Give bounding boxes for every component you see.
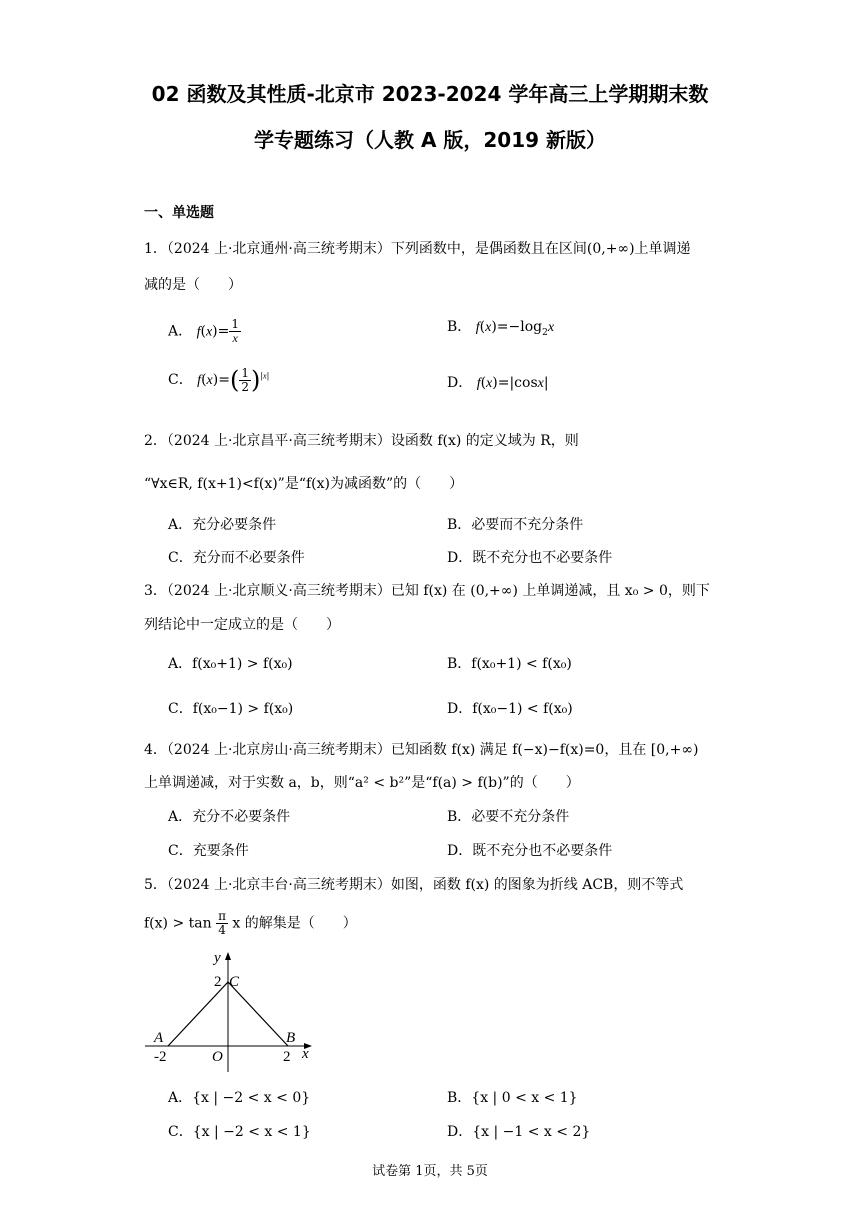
document-title-line2: 学专题练习（人教 A 版，2019 新版）: [253, 128, 607, 152]
y-axis-arrow-icon: [225, 952, 231, 960]
q1-stem-line2: 减的是（ ）: [144, 277, 242, 293]
q4-stem-line2: 上单调递减，对于实数 a，b，则“a² < b²”是“f(a) > f(b)”的（ ）: [144, 775, 580, 791]
q4-stem-line1: 4．（2024 上·北京房山·高三统考期末）已知函数 f(x) 满足 f(−x)−f(x)=0，且在 [0,+∞): [144, 742, 699, 758]
q3-stem-line1: 3．（2024 上·北京顺义·高三统考期末）已知 f(x) 在 (0,+∞) 上单调递减，且 x₀ > 0，则下: [144, 583, 710, 599]
section-heading: 一、单选题: [144, 205, 214, 221]
q5-option-d: D．{x | −1 < x < 2}: [447, 1124, 591, 1140]
q3-option-a: A．f(x₀+1) > f(x₀): [168, 656, 293, 672]
q1-option-a: A． f(x)= $\frac{1}{x}$: [168, 317, 239, 345]
page-footer: 试卷第 1页，共 5页: [372, 1164, 488, 1179]
q2-option-c: C．充分而不必要条件: [168, 550, 305, 566]
q1-option-c: C． f(x)=( $\frac{1}{2}$ )$^{|x|}$: [168, 365, 270, 394]
q1-stem-line1: 1．（2024 上·北京通州·高三统考期末）下列函数中，是偶函数且在区间(0,+∞)上单调递: [144, 241, 691, 257]
point-b-label: B: [286, 1030, 296, 1046]
q5-option-b: B．{x | 0 < x < 1}: [447, 1090, 578, 1106]
q5-stem-line1: 5．（2024 上·北京丰台·高三统考期末）如图，函数 f(x) 的图象为折线 ACB，则不等式: [144, 877, 684, 893]
point-c-label: C: [229, 974, 240, 990]
function-graph: [140, 944, 330, 1074]
q2-stem-line1: 2．（2024 上·北京昌平·高三统考期末）设函数 f(x) 的定义域为 R，则: [144, 433, 579, 449]
q1-option-b: B． $f(x)=-\log_2x$: [447, 319, 555, 338]
q3-option-d: D．f(x₀−1) < f(x₀): [447, 701, 573, 717]
q3-stem-line2: 列结论中一定成立的是（ ）: [144, 617, 340, 633]
document-title-line1: 02 函数及其性质-北京市 2023-2024 学年高三上学期期末数: [151, 82, 709, 106]
tick-label-2-y: 2: [214, 974, 222, 990]
q2-option-d: D．既不充分也不必要条件: [447, 550, 613, 566]
q3-option-b: B．f(x₀+1) < f(x₀): [447, 656, 572, 672]
q2-option-b: B．必要而不充分条件: [447, 517, 584, 533]
q3-option-c: C．f(x₀−1) > f(x₀): [168, 701, 294, 717]
origin-label: O: [212, 1049, 223, 1065]
q1-option-d: D． f(x)=|cosx|: [447, 375, 549, 391]
q4-option-b: B．必要不充分条件: [447, 809, 570, 825]
q5-stem-line2: f(x) > tan $\frac{\pi}{4}$ x 的解集是（ ）: [144, 909, 357, 937]
q2-option-a: A．充分必要条件: [168, 517, 277, 533]
x-axis-label: x: [302, 1046, 309, 1062]
q2-stem-line2: “∀x∈R, f(x+1)<f(x)”是“f(x)为减函数”的（ ）: [144, 476, 464, 492]
q5-option-a: A．{x | −2 < x < 0}: [168, 1090, 311, 1106]
q5-option-c: C．{x | −2 < x < 1}: [168, 1124, 311, 1140]
y-axis-label: y: [214, 950, 221, 966]
tick-label-2-x: 2: [283, 1049, 291, 1065]
point-a-label: A: [154, 1030, 164, 1046]
q4-option-c: C．充要条件: [168, 843, 249, 859]
q4-option-a: A．充分不必要条件: [168, 809, 291, 825]
tick-label-neg2: -2: [154, 1049, 167, 1065]
q4-option-d: D．既不充分也不必要条件: [447, 843, 613, 859]
